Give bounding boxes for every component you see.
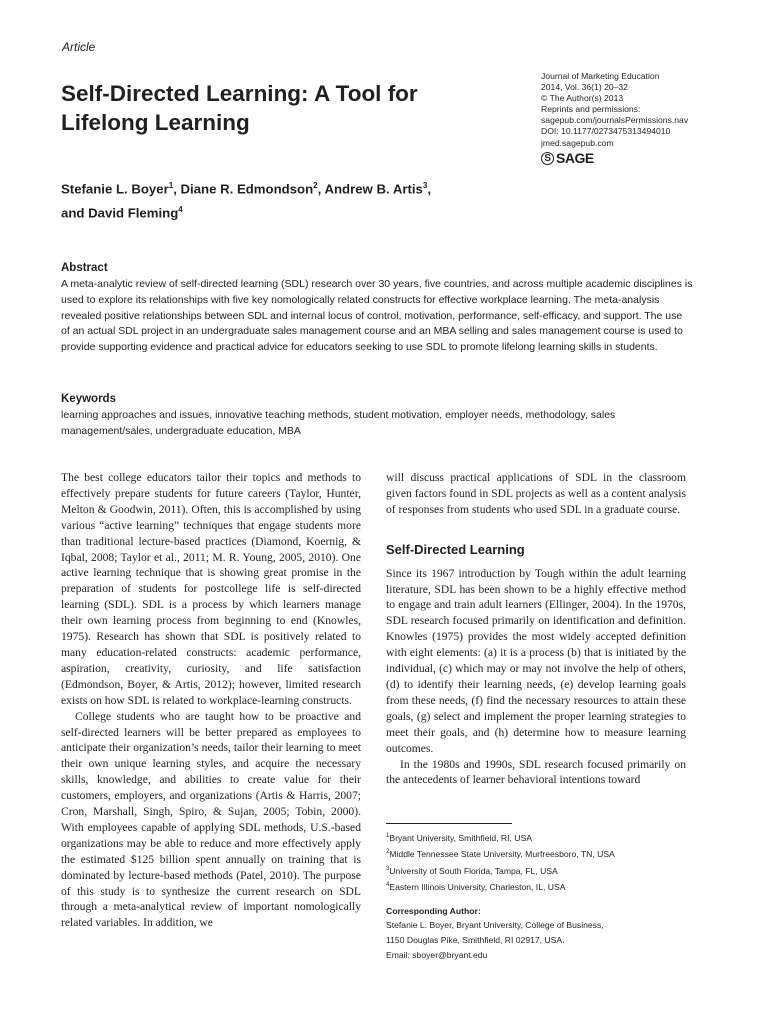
author-name: Andrew B. Artis	[324, 181, 423, 197]
journal-volume: 2014, Vol. 36(1) 20–32	[541, 82, 628, 93]
abstract-heading: Abstract	[61, 262, 108, 274]
author-joiner: and	[61, 205, 85, 221]
author-name: Diane R. Edmondson	[180, 181, 314, 197]
footnote-divider	[386, 823, 512, 824]
affiliation-marker: 3	[422, 181, 428, 190]
doi[interactable]: DOI: 10.1177/0273475313494010	[541, 126, 671, 137]
body-paragraph: In the 1980s and 1990s, SDL research focused primarily on the antecedents of learner behavioral intentions toward	[386, 757, 686, 787]
keywords-heading: Keywords	[61, 393, 116, 405]
affiliation-footnote: $^3$University of South Florida, Tampa, FL, USA	[386, 865, 558, 876]
article-title: Self-Directed Learning: A Tool for Lifelong Learning	[61, 81, 418, 135]
corresponding-author-heading: Corresponding Author:	[386, 905, 481, 916]
affiliation-footnote: $^4$Eastern Illinois University, Charleston, IL, USA	[386, 882, 566, 893]
affiliation-footnote: $^1$Bryant University, Smithfield, RI, USA	[386, 832, 532, 843]
affiliation-marker: 2	[313, 181, 318, 190]
body-paragraph: College students who are taught how to be proactive and self-directed learners will be better prepared as employees to anticipate their organization’s needs, tailor their learning to meet their own unique learning styles, and acquire the necessary skills, knowledge, and abilities to create value for their customers, employers, and organizations (Artis & Harris, 2007; Cron, Marshall, Singh, Spiro, & Sujan, 2005; Tobin, 2000). With employees capable of applying SDL methods, U.S.-based organizations may be able to reduce and more effectively apply the estimated $125 billion spent annually on training that is dominated by lecture-based methods (Patel, 2010). The purpose of this study is to synthesize the current research on SDL through a meta-analytical review of important nomologically related variables. In addition, we	[61, 709, 361, 930]
body-paragraph: The best college educators tailor their topics and methods to effectively prepare students for future careers (Taylor, Hunter, Melton & Goodwin, 2011). Often, this is accomplished by using various “active learning” techniques that engage students more than traditional lecture-based practices (Diamond, Koernig, & Iqbal, 2008; Taylor et al., 2011; M. R. Young, 2005, 2010). One active learning technique that is showing great promise in the preparation of students for postcollege life is self-directed learning (SDL). SDL is a process by which learners manage their own learning process from beginning to end (Knowles, 1975). Research has shown that SDL is positively related to many education-related constructs: academic performance, aspiration, creativity, curiosity, and life satisfaction (Edmondson, Boyer, & Artis, 2012); however, limited research exists on how SDL is related to workplace-learning constructs.	[61, 471, 361, 707]
body-paragraph: Since its 1967 introduction by Tough within the adult learning literature, SDL has been shown to be a highly effective method to engage and train adult learners (Ellinger, 2004). In the 1970s, SDL research focused primarily on identification and definition. Knowles (1975) provides the most widely accepted definition with eight elements: (a) it is a process (b) that is initiated by the individual, (c) which may or may not involve the help of others, (d) to identify their learning needs, (e) develop learning goals from these needs, (f) find the necessary resources to attain these goals, (g) select and implement the proper learning strategies to meet their goals, and (h) determine how to measure learning outcomes.	[386, 566, 686, 755]
sage-mark-icon: S	[541, 152, 554, 165]
reprints-label: Reprints and permissions:	[541, 104, 641, 115]
corresponding-author-address: Stefanie L. Boyer, Bryant University, College of Business,	[386, 920, 604, 931]
permissions-link[interactable]: sagepub.com/journalsPermissions.nav	[541, 115, 689, 126]
section-heading: Self-Directed Learning	[386, 541, 525, 557]
sage-logo	[541, 150, 594, 166]
footnotes	[386, 829, 706, 962]
abstract-text: A meta-analytic review of self-directed learning (SDL) research over 30 years, five countries, and across multiple academic disciplines is used to explore its relationships with five key nomologically related constructs for effective workplace learning. The meta-analysis revealed positive relationships between SDL and internal locus of control, motivation, performance, self-efficacy, and support. The use of an actual SDL project in an undergraduate sales management course and an MBA selling and sales management course is used to provide supporting evidence and practical advice for educators seeking to use SDL to promote lifelong learning skills in students.	[61, 278, 693, 354]
publisher-name: SAGE	[556, 150, 594, 166]
author-name: David Fleming	[88, 205, 179, 221]
journal-name: Journal of Marketing Education	[541, 71, 660, 81]
copyright: © The Author(s) 2013	[541, 93, 624, 104]
corresponding-author-email[interactable]: Email: sboyer@bryant.edu	[386, 949, 488, 960]
author-name: Stefanie L. Boyer	[61, 181, 169, 197]
affiliation-marker: 1	[168, 181, 174, 190]
article-type-label: Article	[62, 40, 96, 54]
journal-info	[541, 71, 746, 149]
body-column-right	[386, 470, 686, 788]
body-paragraph: will discuss practical applications of SDL in the classroom given factors found in SDL projects as well as a content analysis of responses from students who used SDL in a graduate course.	[386, 471, 686, 516]
body-column-left	[61, 470, 361, 931]
journal-site-link[interactable]: jmed.sagepub.com	[541, 137, 614, 148]
corresponding-author-address: 1150 Douglas Pike, Smithfield, RI 02917, USA.	[386, 935, 565, 945]
affiliation-marker: 4	[178, 205, 183, 215]
author-list: Stefanie L. Boyer$^1$, Diane R. Edmondson$^2$, Andrew B. Artis$^3$, and David Fleming$^4$	[61, 181, 431, 221]
affiliation-footnote: $^2$Middle Tennessee State University, Murfreesboro, TN, USA	[386, 849, 615, 860]
keywords-text: learning approaches and issues, innovative teaching methods, student motivation, employer needs, methodology, sales management/sales, undergraduate education, MBA	[61, 409, 616, 437]
